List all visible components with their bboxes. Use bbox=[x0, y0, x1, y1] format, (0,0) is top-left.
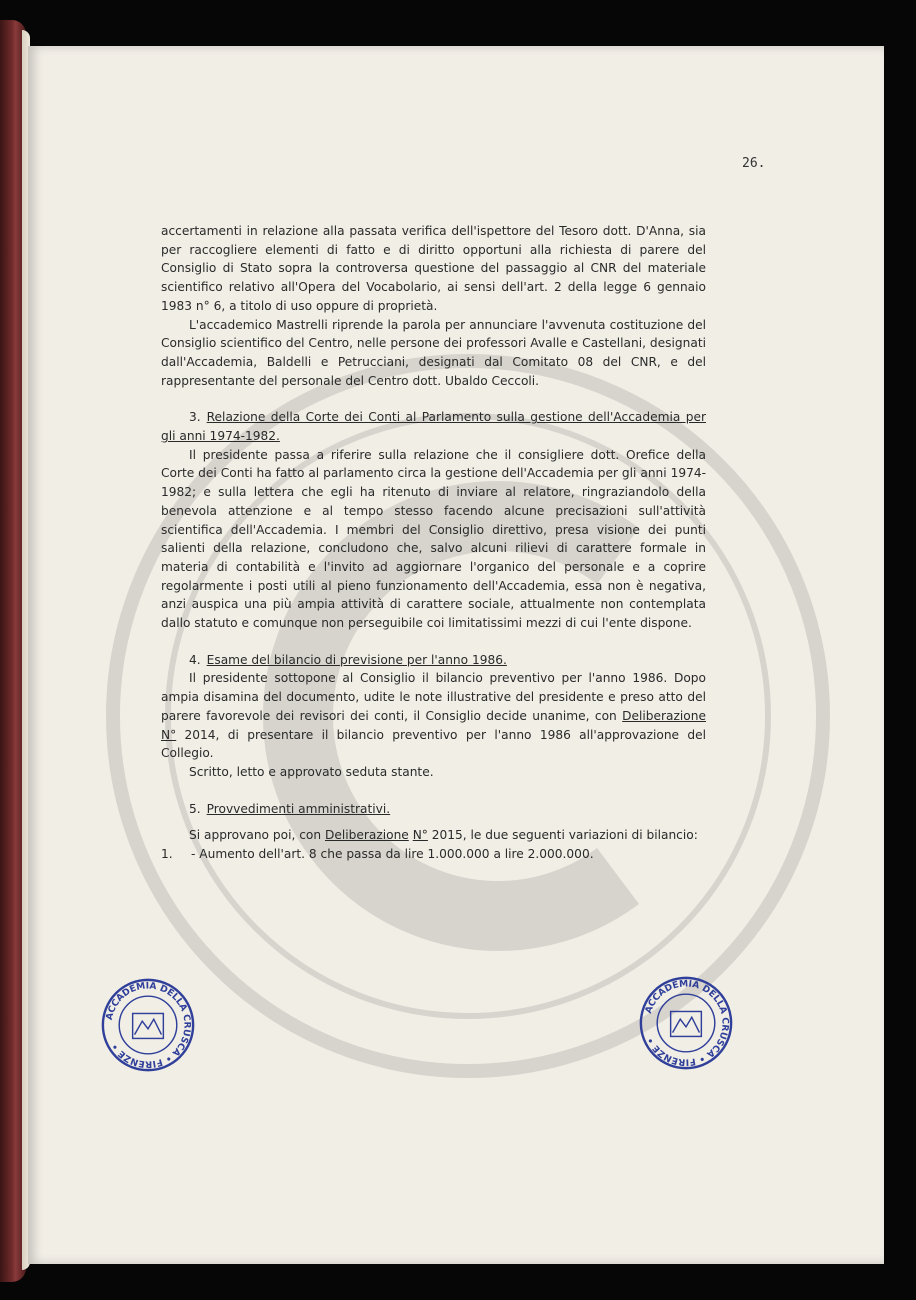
paragraph-mastrelli: L'accademico Mastrelli riprende la parola per annunciare l'avvenuta costituzione del Consiglio scientifico del Centro, nelle persone dei professori Avalle e Castellani, designati dall'Accademia, Baldelli e Petrucciani, designati dal Comitato 08 del CNR, e del rappresentante del personale del Centro dott. Ubaldo Ceccoli. bbox=[161, 317, 706, 388]
svg-text:ACCADEMIA DELLA CRUSCA • FIREN: ACCADEMIA DELLA CRUSCA • FIRENZE • bbox=[104, 981, 192, 1069]
section-4-body-start: Il presidente sottopone al Consiglio il bilancio preventivo per l'anno 1986. Dopo ampia disamina del documento, udite le note illustrative del presidente e preso atto del parere favorevole dei revisori dei conti, il Consiglio decide unanime, con bbox=[161, 671, 706, 723]
section-4-body-end: 2014, di presentare il bilancio preventivo per l'anno 1986 all'approvazione del Collegio. bbox=[161, 727, 706, 761]
section-5-deliberation-label: Deliberazione bbox=[324, 828, 409, 843]
section-3-heading bbox=[161, 408, 706, 445]
section-4-number: 4. bbox=[189, 652, 201, 667]
paragraph-continuation: accertamenti in relazione alla passata verifica dell'ispettore del Tesoro dott. D'Anna, sia per raccogliere elementi di fatto e di diritto opportuni alla richiesta di parere del Consiglio di Stato sopra la controversa questione del passaggio al CNR del materiale scientifico relativo all'Opera del Vocabolario, ai sensi dell'art. 2 della legge 6 gennaio 1983 n° 6, a titolo di uso oppure di proprietà. bbox=[161, 224, 706, 313]
academy-stamp-right bbox=[638, 975, 734, 1071]
section-5-body-end: 2015, le due seguenti variazioni di bilancio: bbox=[427, 828, 698, 843]
section-4-deliberation-label: Deliberazione bbox=[622, 708, 706, 723]
section-3-body: Il presidente passa a riferire sulla relazione che il consigliere dott. Orefice della Corte dei Conti ha fatto al parlamento circa la gestione dell'Accademia per gli anni 1974-1982; e sulla lettera che egli ha ritenuto di inviare al relatore, ringraziandolo della benevola attenzione e al tempo stesso facendo alcune precisazioni sull'attività scientifica dell'Accademia. I membri del Consiglio direttivo, presa visione dei punti salienti della relazione, concludono che, salvo alcuni rilievi di carattere formale in materia di contabilità e l'invito ad aggiornare l'organico del personale e a coprire regolarmente i posti utili al pieno funzionamento dell'Accademia, essa non è negativa, anzi auspica una più ampia attività di carattere sociale, attualmente non contemplata dallo statuto e comunque non perseguibile coi limitatissimi mezzi di cui l'ente dispone. bbox=[161, 447, 706, 631]
section-4-deliberation-no: N° bbox=[161, 727, 177, 742]
page-number: 26. bbox=[742, 156, 766, 171]
minutes-body bbox=[161, 222, 706, 864]
list-item-text: - Aumento dell'art. 8 che passa da lire 1.000.000 a lire 2.000.000. bbox=[191, 847, 594, 862]
svg-text:ACCADEMIA DELLA CRUSCA • FIREN: ACCADEMIA DELLA CRUSCA • FIRENZE • bbox=[643, 979, 730, 1067]
list-item-number: 1. bbox=[161, 847, 173, 862]
section-4-body bbox=[161, 669, 706, 763]
section-5-body bbox=[161, 826, 706, 845]
section-5-deliberation-no: N° bbox=[412, 828, 428, 843]
section-5-number: 5. bbox=[189, 801, 201, 816]
section-5-title: Provvedimenti amministrativi. bbox=[206, 801, 391, 816]
section-4-title: Esame del bilancio di previsione per l'anno 1986. bbox=[206, 652, 507, 667]
list-item bbox=[161, 845, 706, 864]
section-5-heading bbox=[161, 800, 706, 819]
section-4-closing: Scritto, letto e approvato seduta stante. bbox=[189, 764, 434, 779]
section-5-body-start: Si approvano poi, con bbox=[189, 828, 325, 843]
section-3-number: 3. bbox=[189, 410, 201, 425]
section-3-title: Relazione della Corte dei Conti al Parlamento sulla gestione dell'Accademia per gli anni 1974-1982. bbox=[161, 410, 706, 444]
section-4-heading bbox=[161, 651, 706, 670]
academy-stamp-left bbox=[100, 977, 196, 1073]
